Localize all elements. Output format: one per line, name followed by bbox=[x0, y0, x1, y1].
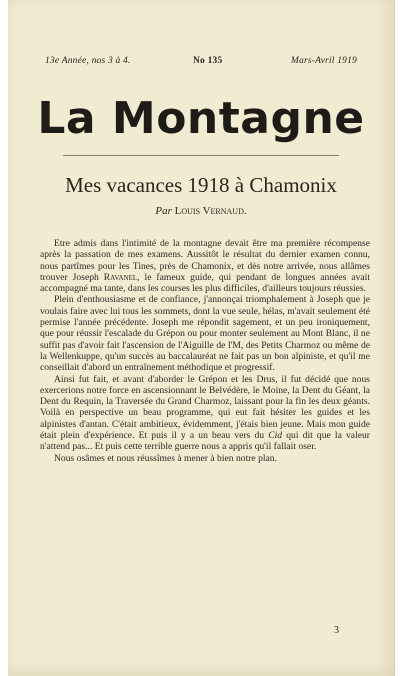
byline-prefix: Par bbox=[155, 205, 172, 217]
page-number: 3 bbox=[334, 625, 339, 636]
article-title: Mes vacances 1918 à Chamonix bbox=[65, 173, 337, 197]
paragraph-text: Plein d'enthousiasme et de confiance, j'annonçai triomphalement à Joseph que je voulais faire avec lui tous les sommets, dont la vue seule, hélas, m'avait seulement été permise l'année précédente. Joseph me répondit sagement, et un peu ironiquement, que pour réussir l'escalade du Grépon ou pour monter seulement au Mont Blanc, il ne suffit pas d'avoir fait l'ascension de l'Aiguille de l'M, des Petits Charmoz ou même de la Wellenkuppe, qu'un succès au baccalauréat ne fait pas un bon alpiniste, et qu'il me conseillait d'abord un entraînement méthodique et progressif. bbox=[40, 294, 370, 374]
paragraph-text: , le fameux guide, qui pendant de longues années avait accompagné ma tante, dans les courses les plus difficiles, d'ailleurs toujours réussies. bbox=[40, 271, 370, 295]
magazine-title: La Montagne bbox=[37, 93, 365, 144]
author-name: Louis Vernaud. bbox=[174, 205, 247, 217]
issue-date: Mars-Avril 1919 bbox=[290, 56, 357, 66]
paragraph bbox=[40, 374, 370, 453]
paragraph-text: Ainsi fut fait, et avant d'aborder le Grépon et les Drus, il fut décidé que nous exercerions notre force en ascensionnant le Belvédère, le Moine, la Dent du Géant, la Dent du Requin, la Traversée du Grand Charmoz, laissant pour la fin les deux géants. Voilà en perspective un beau programme, qui eut fait hésiter les guides et les alpinistes d'antan. C'était ambitieux, évidemment, j'étais bien jeune. Mais mon guide était plein d'expérience. Et puis il y a un beau vers du bbox=[40, 373, 370, 442]
work-title: Cid bbox=[268, 430, 283, 442]
byline bbox=[8, 205, 394, 217]
paragraph bbox=[40, 294, 370, 373]
issue-header bbox=[45, 56, 357, 70]
paragraph-text: qui dit que la valeur n'attend pas... Et puis cette terrible guerre nous a appris qu'il fallait oser. bbox=[40, 430, 370, 453]
article-body bbox=[40, 238, 370, 464]
issue-number: No 135 bbox=[193, 56, 223, 66]
magazine-page bbox=[8, 0, 395, 676]
issue-info: 13e Année, nos 3 à 4. bbox=[45, 56, 131, 66]
paragraph-text: Etre admis dans l'intimité de la montagne devait être ma première récompense après la passation de mes examens. Aussitôt le résultat du dernier examen connu, nous partîmes pour les Tines, près de Chamonix, et dès notre arrivée, nous allâmes trouver Joseph bbox=[40, 238, 370, 283]
paragraph bbox=[40, 453, 370, 464]
paragraph bbox=[40, 238, 370, 294]
title-divider bbox=[63, 155, 339, 156]
guide-name: Ravanel bbox=[103, 271, 138, 283]
paragraph-text: Nous osâmes et nous réussîmes à mener à bien notre plan. bbox=[54, 452, 277, 464]
